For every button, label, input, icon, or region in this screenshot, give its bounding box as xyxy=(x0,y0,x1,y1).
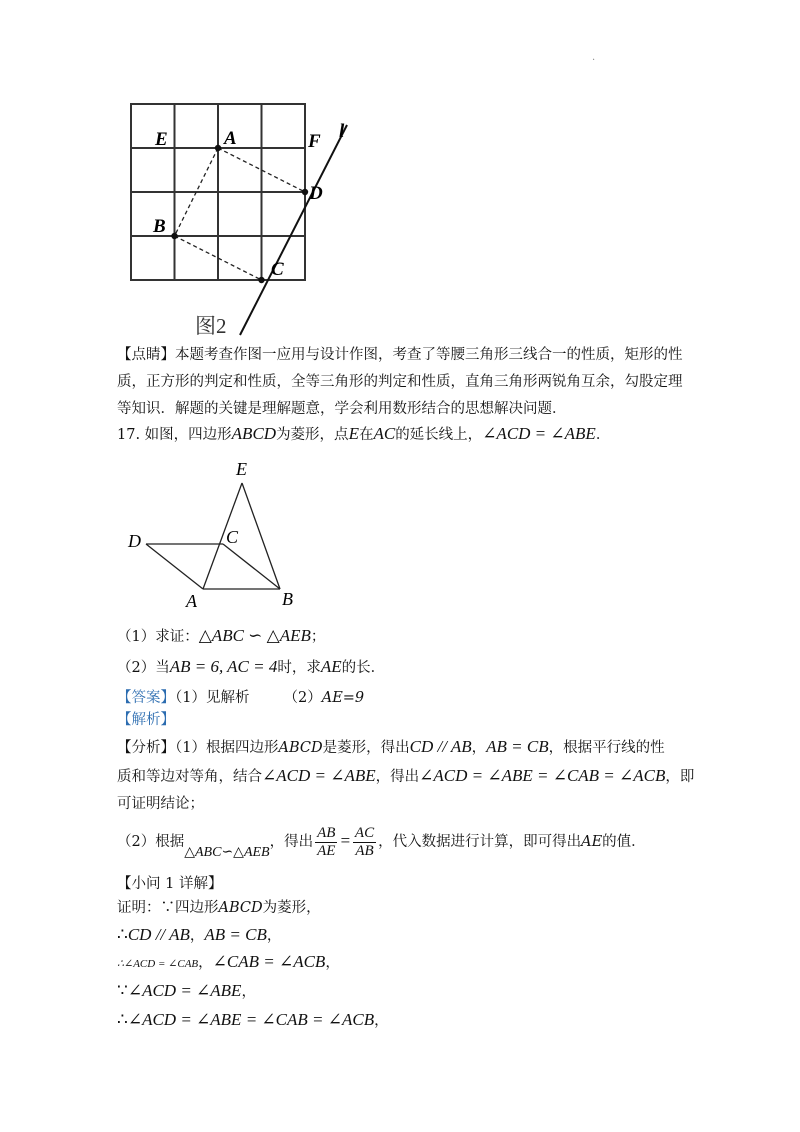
label-l: l xyxy=(339,121,345,142)
fraction-ac-ab: $\frac{AC}{AB}$ xyxy=(354,824,375,859)
answer-line: 【答案】（1）见解析 （2）AE=9 xyxy=(117,690,365,706)
xiaowen1-label: 【小问 1 详解】 xyxy=(117,876,223,892)
label-e: E xyxy=(155,129,168,150)
dianjing-line-1: 【点睛】本题考查作图一应用与设计作图，考查了等腰三角形三线合一的性质，矩形的性 xyxy=(117,347,683,363)
label-b: B xyxy=(153,216,166,237)
proof-line-4: ∵∠ACD = ∠ABE， xyxy=(117,981,256,1001)
fig17-label-b: B xyxy=(282,589,293,609)
proof-line-1: 证明：∵四边形ABCD为菱形， xyxy=(117,900,321,916)
jiexi-label: 【解析】 xyxy=(117,712,175,728)
figure-2-grid xyxy=(115,95,375,345)
proof-line-2: ∴CD // AB，AB = CB， xyxy=(117,925,282,945)
label-d: D xyxy=(309,183,323,204)
dianjing-line-2: 质，正方形的判定和性质，全等三角形的判定和性质，直角三角形两锐角互余，勾股定理 xyxy=(117,374,683,390)
header-dot: . xyxy=(592,52,596,63)
label-c: C xyxy=(271,259,284,280)
fig17-label-c: C xyxy=(226,527,239,547)
fig17-label-a: A xyxy=(186,591,197,611)
fenxi-line-2: 质和等边对等角，结合∠ACD = ∠ABE，得出∠ACD = ∠ABE = ∠CAB = ∠ACB，即 xyxy=(117,766,695,785)
fenxi-line-4: （2）根据△ABC∽△AEB，得出 $\frac{AB}{AE}$ = $\frac{AC}{AB}$ ，代入数据进行计算，即可得出AE的值． xyxy=(117,824,646,860)
dianjing-line-3: 等知识．解题的关键是理解题意，学会利用数形结合的思想解决问题． xyxy=(117,401,567,417)
fenxi-line-1: 【分析】（1）根据四边形ABCD是菱形，得出CD // AB，AB = CB，根据平行线的性 xyxy=(117,737,665,756)
figure-17-rhombus xyxy=(120,455,310,615)
label-a: A xyxy=(224,128,237,149)
proof-line-5: ∴∠ACD = ∠ABE = ∠CAB = ∠ACB， xyxy=(117,1010,389,1030)
fig17-label-e: E xyxy=(236,459,247,479)
subquestion-2: （2）当AB = 6, AC = 4时，求AE的长． xyxy=(117,657,386,676)
fenxi-line-3: 可证明结论； xyxy=(117,796,204,812)
subquestion-1: （1）求证：△ABC ∽ △AEB； xyxy=(117,626,326,645)
fenxi-label: 【分析】 xyxy=(117,740,175,756)
answer-label: 【答案】 xyxy=(117,690,175,706)
dianjing-label: 【点睛】 xyxy=(117,347,175,363)
proof-line-3: ∴∠ACD = ∠CAB，∠CAB = ∠ACB， xyxy=(117,952,340,971)
fig17-label-d: D xyxy=(128,531,141,551)
label-f: F xyxy=(308,131,321,152)
question-17: 17. 如图，四边形ABCD为菱形，点E在AC的延长线上，∠ACD = ∠ABE． xyxy=(117,424,611,443)
answer-value: AE=9 xyxy=(321,690,365,706)
figure-2-caption: 图2 xyxy=(195,314,227,338)
fraction-ab-ae: $\frac{AB}{AE}$ xyxy=(317,824,336,859)
